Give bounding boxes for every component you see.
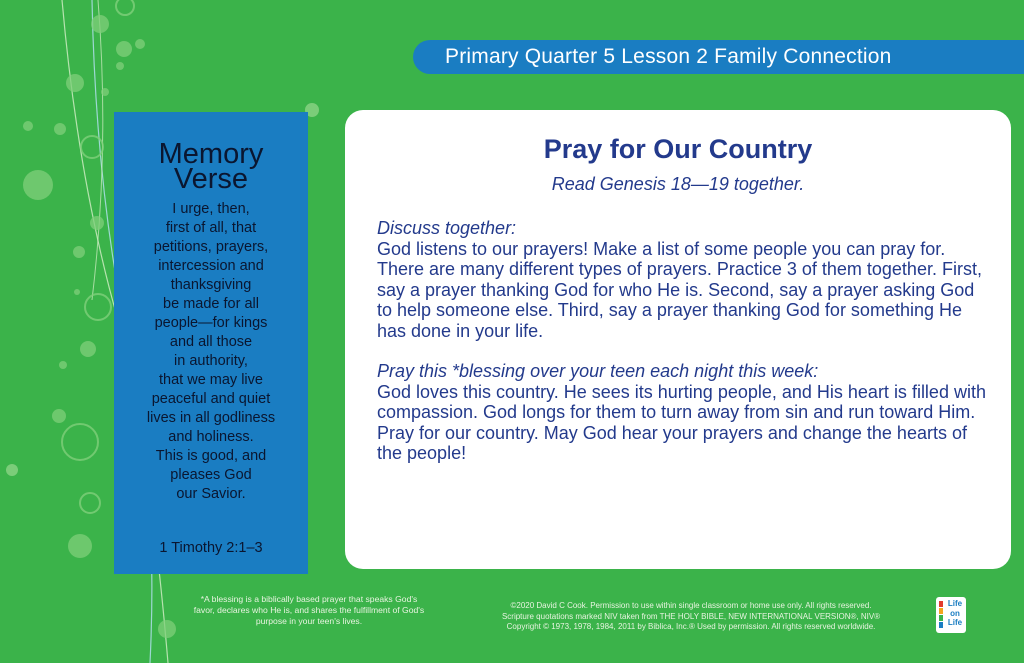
logo-line: on [950, 608, 960, 618]
verse-reference: 1 Timothy 2:1–3 [159, 540, 263, 556]
verse-line: pleases God [170, 467, 252, 483]
copyright-notice [455, 601, 927, 633]
verse-line: petitions, prayers, [153, 239, 269, 255]
memory-title-line1: Memory [158, 138, 264, 170]
verse-line: thanksgiving [170, 277, 252, 293]
discuss-label: Discuss together: [377, 218, 517, 238]
memory-verse-text [114, 200, 308, 504]
memory-verse-panel [114, 112, 308, 574]
memory-title-line2: Verse [173, 163, 249, 195]
verse-line: in authority, [174, 353, 248, 369]
verse-line: I urge, then, [172, 201, 250, 217]
discuss-paragraph-2: There are many different types of prayers. Practice 3 of them together. First, say a prayer thanking God for who He is. Second, say a prayer asking God to help someone else. Third, say a prayer thanking God for something He has done in your life. [377, 259, 982, 341]
lesson-title-banner: Primary Quarter 5 Lesson 2 Family Connection [413, 40, 1024, 74]
verse-line: our Savior. [176, 486, 246, 502]
logo-text [945, 599, 965, 628]
memory-verse-title [114, 138, 308, 195]
logo-line: Life [947, 618, 963, 627]
copyright-line: Copyright © 1973, 1978, 1984, 2011 by Biblica, Inc.® Used by permission. All rights reserved worldwide. [506, 622, 876, 631]
verse-line: first of all, that [165, 220, 257, 236]
card-title: Pray for Our Country [543, 134, 813, 164]
logo-line: Life [947, 599, 963, 608]
lesson-card [345, 110, 1011, 569]
life-on-life-logo [936, 597, 966, 633]
verse-line: This is good, and [155, 448, 267, 464]
verse-line: people—for kings [154, 315, 268, 331]
verse-line: peaceful and quiet [151, 391, 271, 407]
blessing-text: God loves this country. He sees its hurting people, and His heart is filled with compassion. God longs for them to turn away from sin and run toward Him. Pray for our country. May God hear your prayers and change the hearts of the people! [377, 381, 986, 463]
verse-line: lives in all godliness [146, 410, 276, 426]
verse-line: and holiness. [168, 429, 254, 445]
blessing-footnote: *A blessing is a biblically based prayer that speaks God's favor, declares who He is, and shares the fulfillment of God's purpose in your teen's lives. [193, 594, 425, 626]
card-body [377, 218, 987, 464]
verse-line: be made for all [163, 296, 259, 312]
blessing-label: Pray this *blessing over your teen each night this week: [377, 361, 819, 381]
copyright-line: Scripture quotations marked NIV taken from THE HOLY BIBLE, NEW INTERNATIONAL VERSION®, NIV® [501, 611, 881, 621]
card-subtitle: Read Genesis 18—19 together. [551, 174, 805, 194]
verse-line: intercession and [158, 258, 264, 274]
verse-line: that we may live [159, 372, 263, 388]
verse-line: and all those [169, 334, 253, 350]
discuss-paragraph-1: God listens to our prayers! Make a list of some people you can pray for. [377, 238, 946, 259]
copyright-line: ©2020 David C Cook. Permission to use within single classroom or home use only. All rights reserved. [510, 601, 872, 610]
